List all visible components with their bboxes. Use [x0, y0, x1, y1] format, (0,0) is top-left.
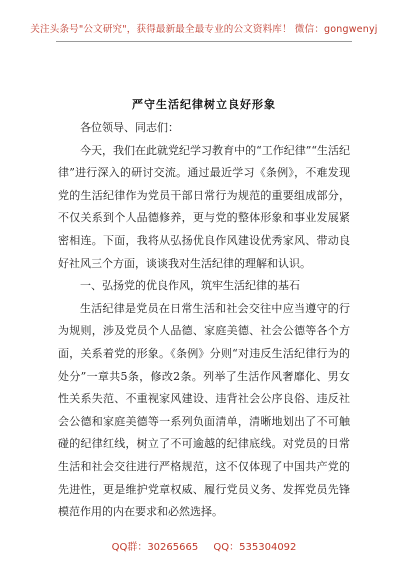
section-heading: 一、弘扬党的优良作风，筑牢生活纪律的基石	[80, 279, 300, 293]
salutation: 各位领导、同志们：	[80, 121, 179, 134]
document-title: 严守生活纪律树立良好形象	[132, 98, 276, 111]
header-divider	[56, 41, 352, 42]
footer-qq-group: QQ群：30265665	[111, 542, 199, 553]
document-body	[58, 117, 350, 524]
paragraph-section-1: 生活纪律是党员在日常生活和社会交往中应当遵守的行为规则，涉及党员个人品德、家庭美德、社会公德等各个方面，关系着党的形象。《条例》分则“对违反生活纪律行为的处分”一章共5条，修改2条。列举了生活作风奢靡化、男女性关系失范、不重视家风建设、违背社会公序良俗、违反社会公德和家庭美德等一系列负面清单，清晰地划出了不可触碰的纪律红线，树立了不可逾越的纪律底线。对党员的日常生活和社会交往进行严格规范，这不仅体现了中国共产党的先进性，更是维护党章权威、履行党员义务、发挥党员先锋模范作用的内在要求和必然选择。	[58, 301, 350, 519]
footer-contact	[0, 538, 408, 553]
header-notice: 关注头条号"公文研究"，获得最新最全最专业的公文资料库！ 微信：gongwenyj	[30, 24, 378, 35]
footer-qq: QQ：535304092	[213, 542, 297, 553]
paragraph-intro: 今天，我们在此就党纪学习教育中的“工作纪律”“生活纪律”进行深入的研讨交流。通过最近学习《条例》，不难发现党的生活纪律作为党员干部日常行为规范的重要组成部分，不仅关系到个人品德修养，更与党的整体形象和事业发展紧密相连。下面，我将从弘扬优良作风建设优秀家风、带动良好社风三个方面，谈谈我对生活纪律的理解和认识。	[58, 143, 350, 270]
